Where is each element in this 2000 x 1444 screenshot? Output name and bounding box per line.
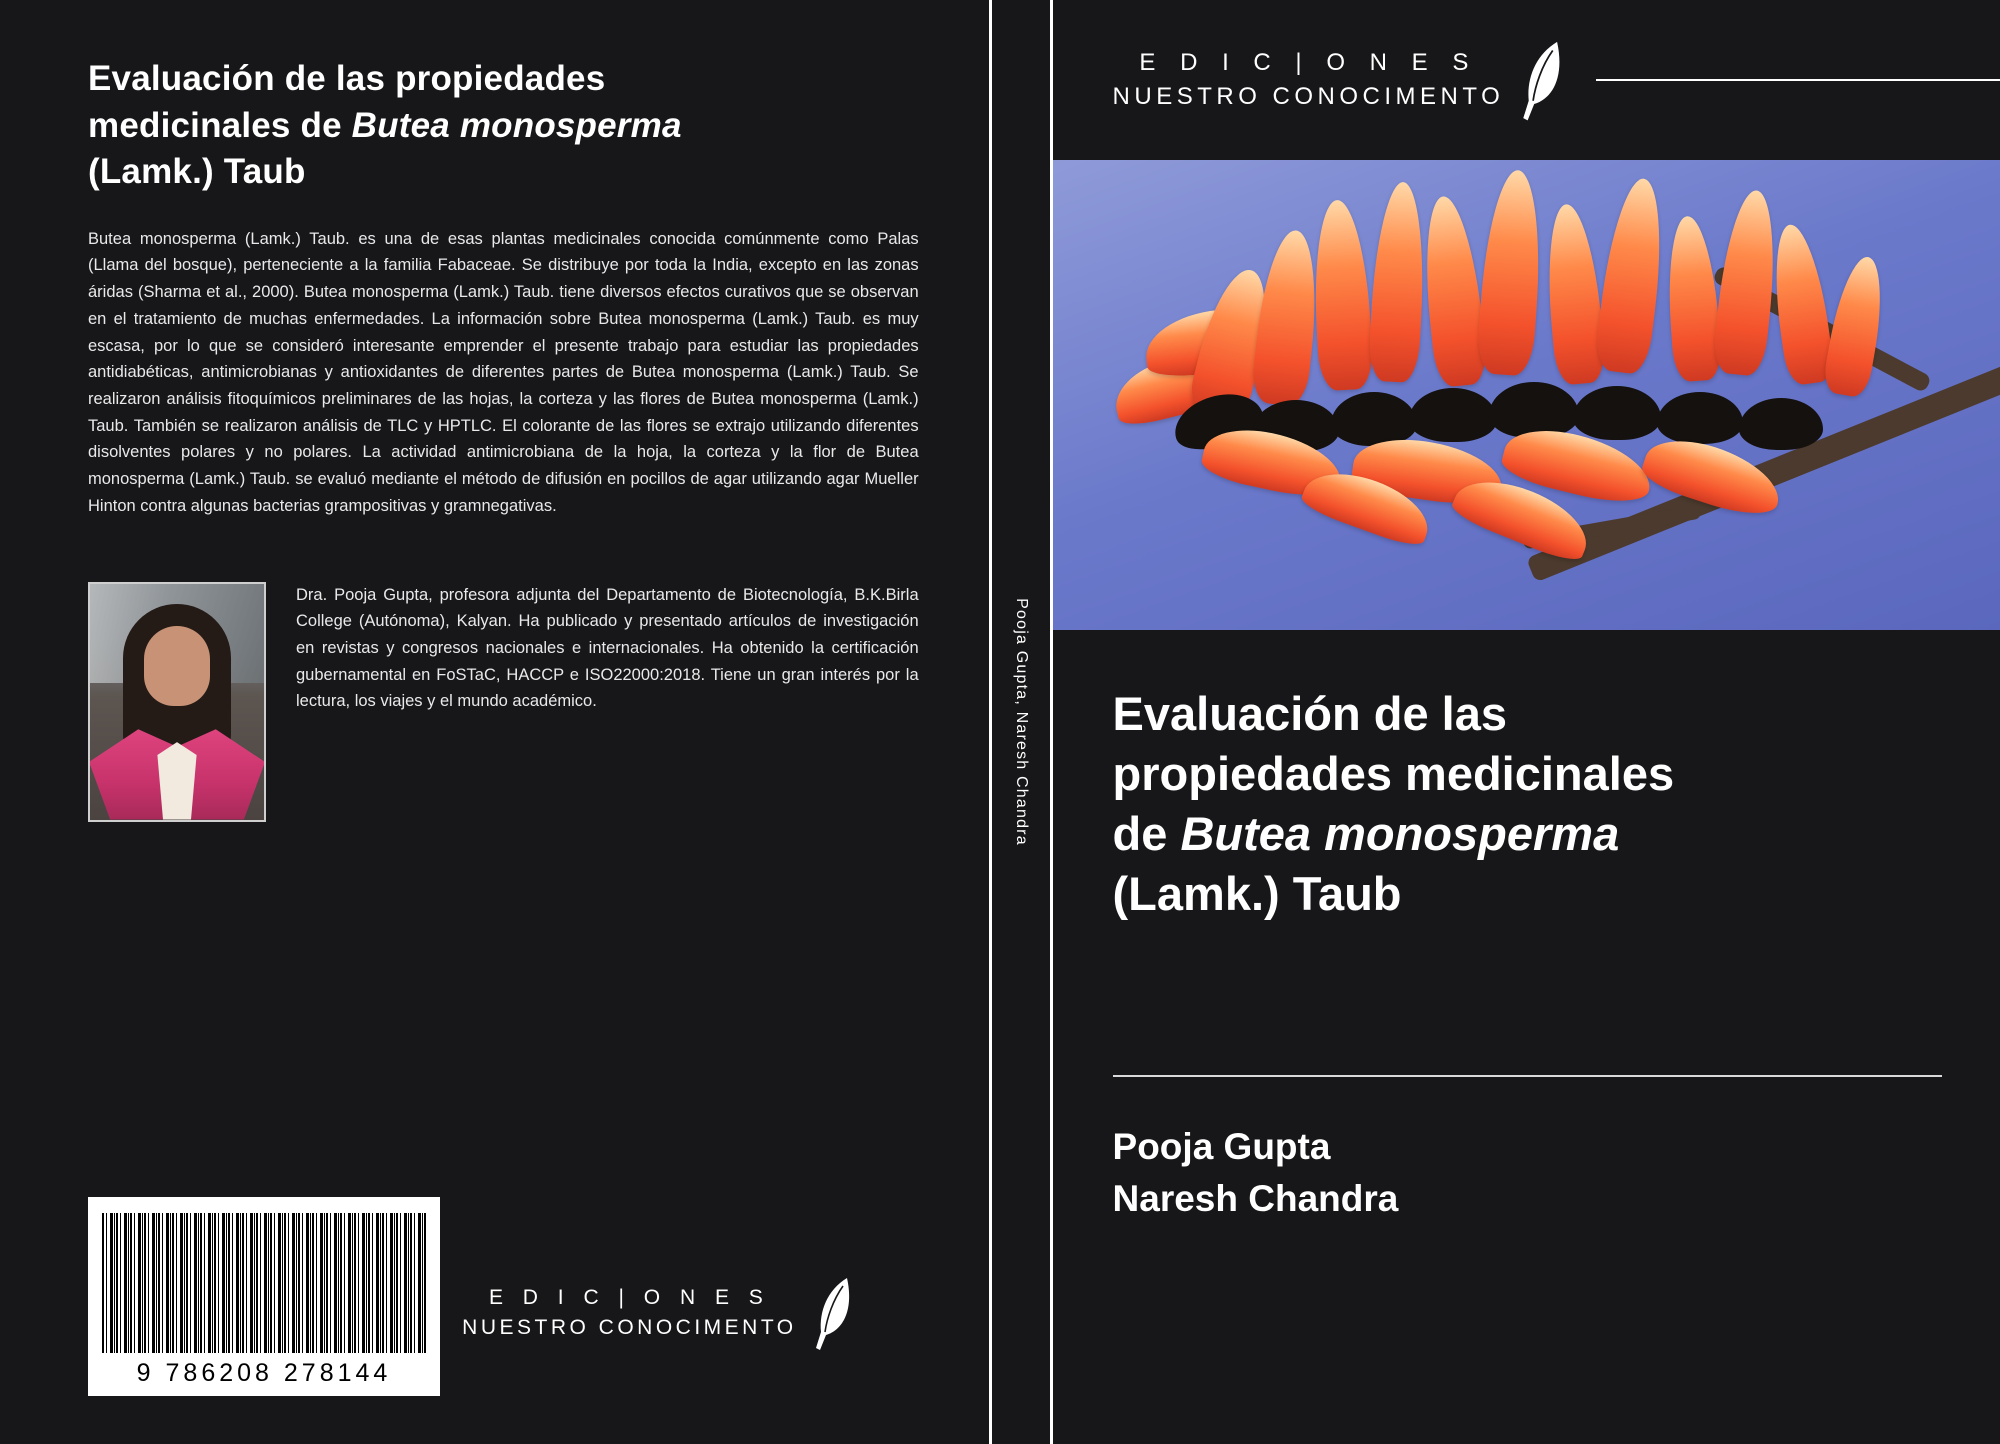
- feather-icon-front: [1520, 36, 1568, 124]
- back-cover: [0, 0, 989, 1444]
- back-title-species: Butea monosperma: [351, 105, 682, 145]
- publisher-logo-front: [1053, 0, 2000, 160]
- publisher-name-line-1: E D I C | O N E S: [488, 1286, 770, 1309]
- isbn-barcode: [88, 1197, 440, 1396]
- cover-photo-butea-monosperma: [1053, 160, 2000, 630]
- barcode-bars: [102, 1213, 426, 1353]
- publisher-logo-back: [462, 1274, 856, 1352]
- author-bio-text: Dra. Pooja Gupta, profesora adjunta del Departamento de Biotecnología, B.K.Birla College (Autónoma), Kalyan. Ha publicado y presentado artículos de investigación en revistas y congresos nacionales e internacionales. Ha obtenido la certificación gubernamental en FoSTaC, HACCP e ISO22000:2018. Tiene un gran interés por la lectura, los viajes y el mundo académico.: [296, 585, 919, 711]
- feather-icon: [813, 1274, 857, 1352]
- back-cover-abstract: Butea monosperma (Lamk.) Taub. es una de esas plantas medicinales conocida comúnmente como Palas (Llama del bosque), perteneciente a la familia Fabaceae. Se distribuye por toda la India, excepto en las zonas áridas (Sharma et al., 2000). Butea monosperma (Lamk.) Taub. tiene diversos efectos curativos que se observan en el tratamiento de muchas enfermedades. La información sobre Butea monosperma (Lamk.) Taub. es muy escasa, por lo que se consideró interesante emprender el presente trabajo para estudiar las propiedades antidiabéticas, antimicrobianas y antioxidantes de diferentes partes de Butea monosperma (Lamk.) Taub. Se realizaron análisis fitoquímicos preliminares de las hojas, la corteza y las flores de Butea monosperma (Lamk.) Taub. También se realizaron análisis de TLC y HPTLC. El colorante de las flores se extrajo utilizando diferentes disolventes polares y no polares. La actividad antimicrobiana de la hoja, la corteza y la flor de Butea monosperma (Lamk.) Taub. se evaluó mediante el método de difusión en pocillos de agar utilizando agar Mueller Hinton contra algunas bacterias grampositivas y gramnegativas.: [88, 229, 919, 515]
- back-cover-footer: [88, 1197, 933, 1396]
- author-bio-block: [88, 582, 933, 822]
- author-name-1: Pooja Gupta: [1112, 1125, 1331, 1167]
- front-title-line-1: Evaluación de las: [1112, 687, 1507, 740]
- publisher-name-line-1-front: E D I C | O N E S: [1139, 49, 1478, 76]
- back-cover-title: [88, 56, 933, 196]
- author-name-2: Naresh Chandra: [1112, 1178, 1399, 1220]
- spine-author-text: Pooja Gupta, Naresh Chandra: [1012, 598, 1030, 846]
- front-title-line-2: propiedades medicinales: [1112, 747, 1675, 801]
- header-rule: [1596, 79, 2000, 81]
- front-cover: [1053, 0, 2000, 1444]
- barcode-number: 9 786208 278144: [136, 1359, 392, 1387]
- author-photo: [88, 582, 266, 822]
- back-title-line-3: (Lamk.) Taub: [88, 152, 306, 192]
- front-title-line-4: (Lamk.) Taub: [1112, 867, 1402, 921]
- publisher-name-line-2-front: NUESTRO CONOCIMENTO: [1112, 83, 1505, 110]
- back-title-line-1: Evaluación de las propiedades: [88, 59, 606, 98]
- front-title-species: Butea monosperma: [1180, 807, 1620, 861]
- publisher-name-line-2: NUESTRO CONOCIMENTO: [462, 1316, 797, 1339]
- front-cover-title: [1053, 630, 2000, 925]
- front-title-line-3-prefix: de: [1112, 807, 1181, 861]
- front-cover-authors: [1053, 1077, 2000, 1226]
- back-title-line-2-prefix: medicinales de: [88, 105, 352, 145]
- book-spine: [989, 0, 1053, 1444]
